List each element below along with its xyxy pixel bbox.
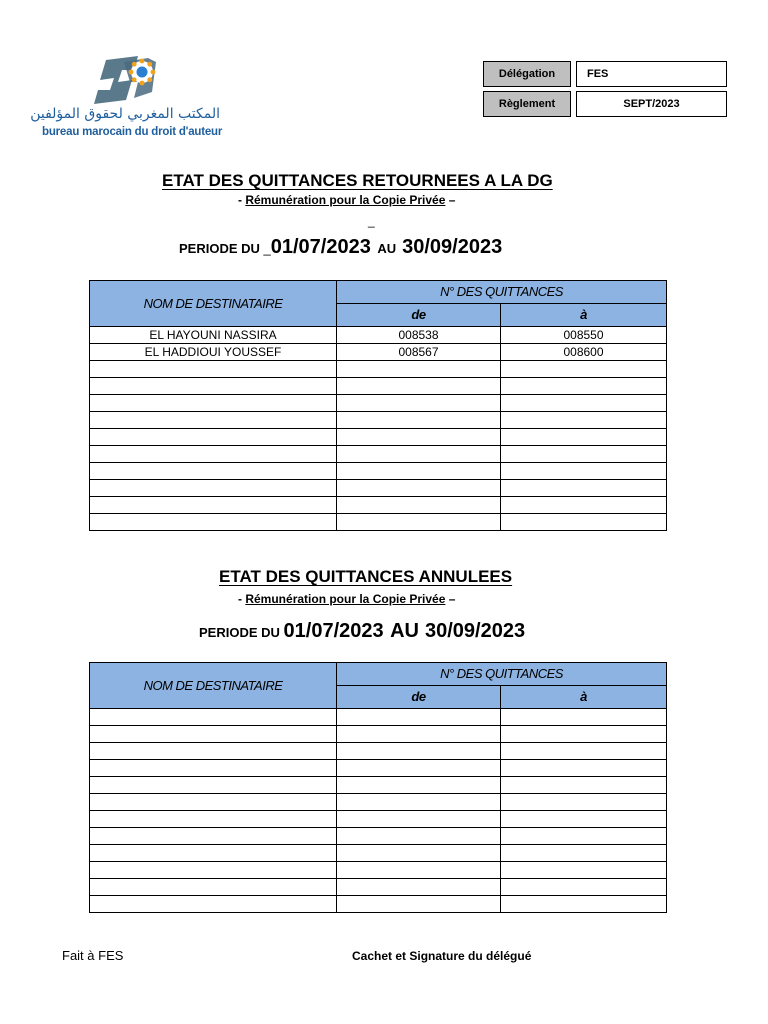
cell-de — [337, 412, 501, 429]
cell-de — [337, 480, 501, 497]
cell-a — [501, 361, 667, 378]
cell-a — [501, 395, 667, 412]
section2-table — [89, 662, 667, 913]
table-row — [90, 794, 667, 811]
cell-name — [90, 811, 337, 828]
col-header-a: à — [501, 304, 667, 327]
cell-name — [90, 446, 337, 463]
reglement-value: SEPT/2023 — [576, 91, 727, 117]
cell-a — [501, 446, 667, 463]
cell-de — [337, 395, 501, 412]
delegation-value: FES — [576, 61, 727, 87]
table-row — [90, 395, 667, 412]
cell-name: EL HADDIOUI YOUSSEF — [90, 344, 337, 361]
table-row — [90, 862, 667, 879]
cell-a — [501, 811, 667, 828]
cell-de — [337, 463, 501, 480]
cell-de — [337, 828, 501, 845]
table-row — [90, 480, 667, 497]
cell-de — [337, 709, 501, 726]
table-row — [90, 429, 667, 446]
cell-name — [90, 862, 337, 879]
table-row — [90, 726, 667, 743]
cell-name — [90, 395, 337, 412]
section1-table-body — [90, 327, 667, 531]
cell-name — [90, 480, 337, 497]
cell-de — [337, 760, 501, 777]
cell-de — [337, 794, 501, 811]
cell-name — [90, 794, 337, 811]
cell-a — [501, 896, 667, 913]
col-header-quittances: N° DES QUITTANCES — [337, 663, 667, 686]
table-row — [90, 344, 667, 361]
table-row — [90, 811, 667, 828]
cell-a — [501, 794, 667, 811]
col-header-name: NOM DE DESTINATAIRE — [90, 663, 337, 709]
table-row — [90, 361, 667, 378]
table-row — [90, 446, 667, 463]
cell-de — [337, 879, 501, 896]
table-row — [90, 760, 667, 777]
cell-de — [337, 896, 501, 913]
cell-name — [90, 777, 337, 794]
cell-a — [501, 480, 667, 497]
col-header-quittances: N° DES QUITTANCES — [337, 281, 667, 304]
table-row — [90, 709, 667, 726]
cell-a — [501, 760, 667, 777]
cell-name — [90, 412, 337, 429]
cell-de — [337, 361, 501, 378]
cell-name — [90, 879, 337, 896]
cell-a — [501, 743, 667, 760]
section2-title: ETAT DES QUITTANCES ANNULEES — [219, 567, 513, 586]
cell-de: 008538 — [337, 327, 501, 344]
delegation-label: Délégation — [483, 61, 571, 87]
cell-name — [90, 845, 337, 862]
logo-name-text: bureau marocain du droit d'auteur — [42, 126, 223, 138]
section1-stray-mark: _ — [368, 214, 375, 228]
cell-a — [501, 429, 667, 446]
section1-subtitle: - Rémunération pour la Copie Privée – — [238, 193, 456, 207]
cell-a — [501, 862, 667, 879]
fait-a-text: Fait à FES — [62, 948, 124, 963]
cell-a — [501, 845, 667, 862]
cell-name — [90, 361, 337, 378]
cell-name — [90, 726, 337, 743]
cell-de — [337, 497, 501, 514]
cell-a — [501, 777, 667, 794]
col-header-de: de — [337, 304, 501, 327]
table-row — [90, 514, 667, 531]
cell-de — [337, 777, 501, 794]
cell-a — [501, 412, 667, 429]
cell-de — [337, 862, 501, 879]
cell-a: 008550 — [501, 327, 667, 344]
cell-de: 008567 — [337, 344, 501, 361]
cell-de — [337, 743, 501, 760]
cell-a — [501, 378, 667, 395]
cell-a — [501, 726, 667, 743]
cell-de — [337, 845, 501, 862]
cell-name — [90, 709, 337, 726]
section1-title: ETAT DES QUITTANCES RETOURNEES A LA DG — [162, 171, 553, 190]
section1-periode: PERIODE DU _01/07/2023 AU 30/09/2023 — [179, 236, 503, 258]
table-row — [90, 896, 667, 913]
table-row — [90, 378, 667, 395]
cell-name — [90, 429, 337, 446]
cell-de — [337, 446, 501, 463]
table-row — [90, 845, 667, 862]
table-row — [90, 777, 667, 794]
table-row — [90, 828, 667, 845]
section1-table — [89, 280, 667, 531]
cell-name — [90, 378, 337, 395]
cell-name — [90, 760, 337, 777]
cell-name — [90, 514, 337, 531]
table-row — [90, 497, 667, 514]
cell-de — [337, 726, 501, 743]
cell-a — [501, 828, 667, 845]
section2-table-body — [90, 709, 667, 913]
col-header-de: de — [337, 686, 501, 709]
cell-a — [501, 709, 667, 726]
cell-a — [501, 879, 667, 896]
cell-name — [90, 828, 337, 845]
cell-name — [90, 896, 337, 913]
table-row — [90, 463, 667, 480]
cell-name: EL HAYOUNI NASSIRA — [90, 327, 337, 344]
col-header-a: à — [501, 686, 667, 709]
cell-a — [501, 463, 667, 480]
cell-name — [90, 743, 337, 760]
table-row — [90, 879, 667, 896]
table-row — [90, 327, 667, 344]
table-row — [90, 743, 667, 760]
reglement-label: Règlement — [483, 91, 571, 117]
cell-name — [90, 463, 337, 480]
cell-de — [337, 514, 501, 531]
cell-a: 008600 — [501, 344, 667, 361]
section2-periode: PERIODE DU 01/07/2023 AU 30/09/2023 — [199, 620, 526, 642]
cell-de — [337, 378, 501, 395]
bmda-logo — [30, 52, 228, 144]
cell-name — [90, 497, 337, 514]
table-row — [90, 412, 667, 429]
cell-de — [337, 429, 501, 446]
logo-arabic-text: المكتب المغربي لحقوق المؤلفين — [30, 106, 220, 122]
bmda-emblem-icon — [38, 52, 228, 108]
cell-a — [501, 497, 667, 514]
section2-subtitle: - Rémunération pour la Copie Privée – — [238, 592, 456, 606]
cachet-signature-text: Cachet et Signature du délégué — [352, 949, 532, 963]
cell-de — [337, 811, 501, 828]
col-header-name: NOM DE DESTINATAIRE — [90, 281, 337, 327]
cell-a — [501, 514, 667, 531]
